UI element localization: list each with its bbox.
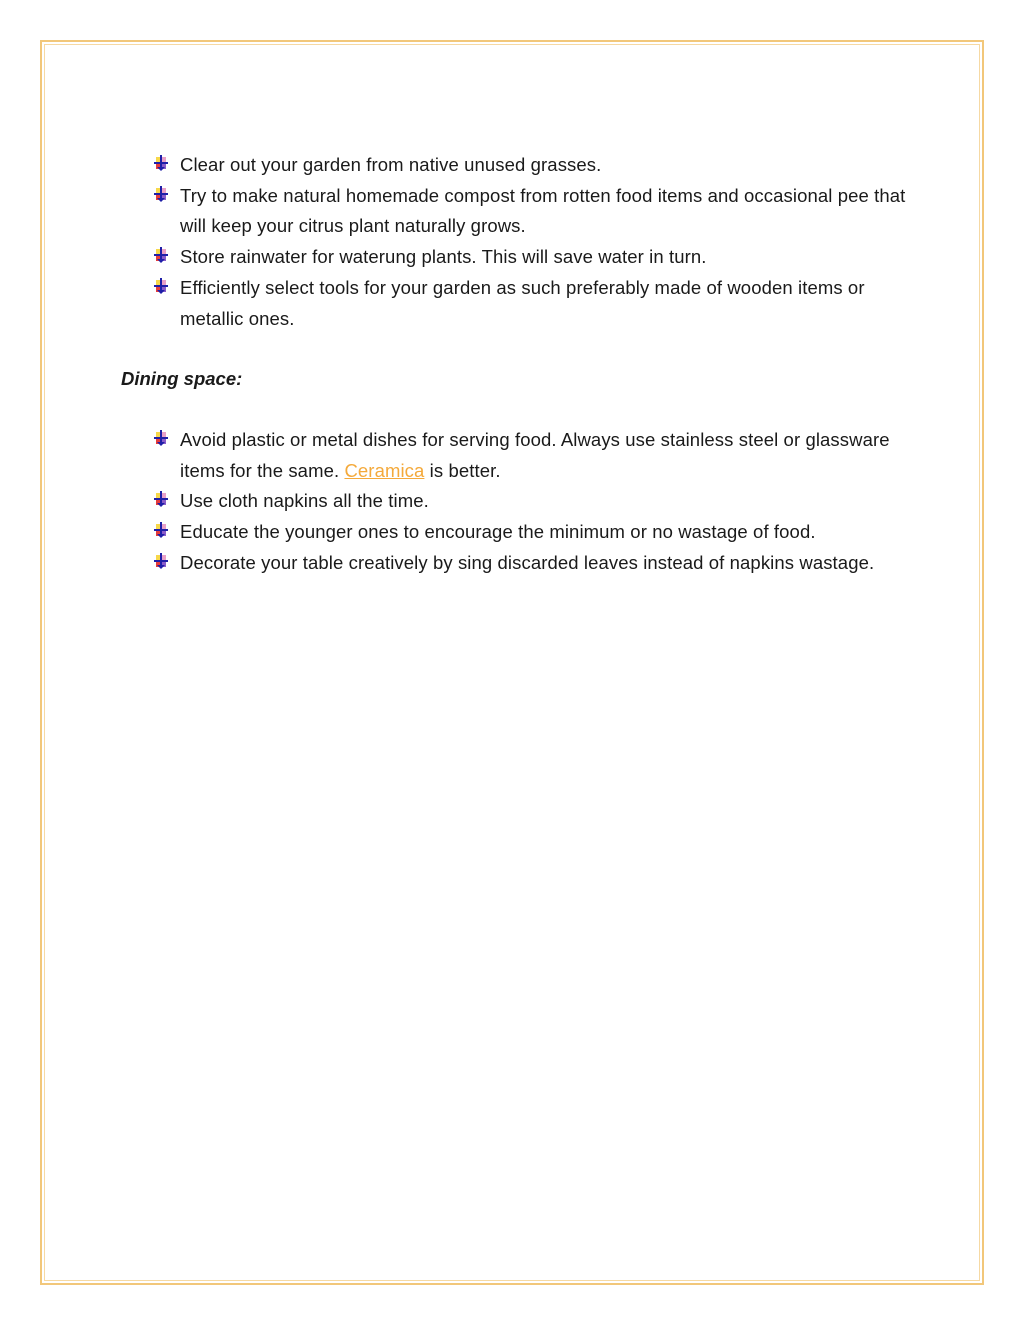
- list-item: [152, 517, 912, 548]
- section-heading-dining-space: Dining space:: [121, 368, 243, 389]
- list-item-text: is better.: [424, 459, 501, 481]
- arrow-down-bullet-icon: [153, 155, 169, 171]
- list-item: [152, 548, 912, 579]
- list-item: [152, 150, 912, 181]
- list-item-text: Avoid plastic or metal dishes for serving food. Always use stainless steel or glassware items for the same.: [180, 429, 890, 481]
- list-item-text: Try to make natural homemade compost from rotten food items and occasional pee that will keep your citrus plant naturally grows.: [180, 184, 906, 237]
- arrow-down-bullet-icon: [153, 278, 169, 294]
- ceramica-link[interactable]: Ceramica: [344, 459, 425, 481]
- list-item: [152, 273, 912, 334]
- arrow-down-bullet-icon: [153, 553, 169, 569]
- list-item-text: Educate the younger ones to encourage the minimum or no wastage of food.: [180, 521, 816, 543]
- list-item: [152, 486, 912, 517]
- list-item-text: Decorate your table creatively by sing discarded leaves instead of napkins wastage.: [180, 551, 875, 573]
- list-item: [152, 242, 912, 273]
- arrow-down-bullet-icon: [153, 186, 169, 202]
- arrow-down-bullet-icon: [153, 522, 169, 538]
- list-item: [152, 425, 912, 486]
- arrow-down-bullet-icon: [153, 430, 169, 446]
- list-item-text: Store rainwater for waterung plants. This will save water in turn.: [180, 246, 707, 268]
- list-item-text: Clear out your garden from native unused grasses.: [180, 154, 602, 175]
- list-item-text: Efficiently select tools for your garden as such preferably made of wooden items or metallic ones.: [180, 276, 865, 329]
- arrow-down-bullet-icon: [153, 491, 169, 507]
- list-item: [152, 181, 912, 242]
- garden-tips-list: [152, 150, 912, 334]
- list-item-text: Use cloth napkins all the time.: [180, 490, 429, 512]
- arrow-down-bullet-icon: [153, 247, 169, 263]
- dining-tips-list: [152, 425, 912, 579]
